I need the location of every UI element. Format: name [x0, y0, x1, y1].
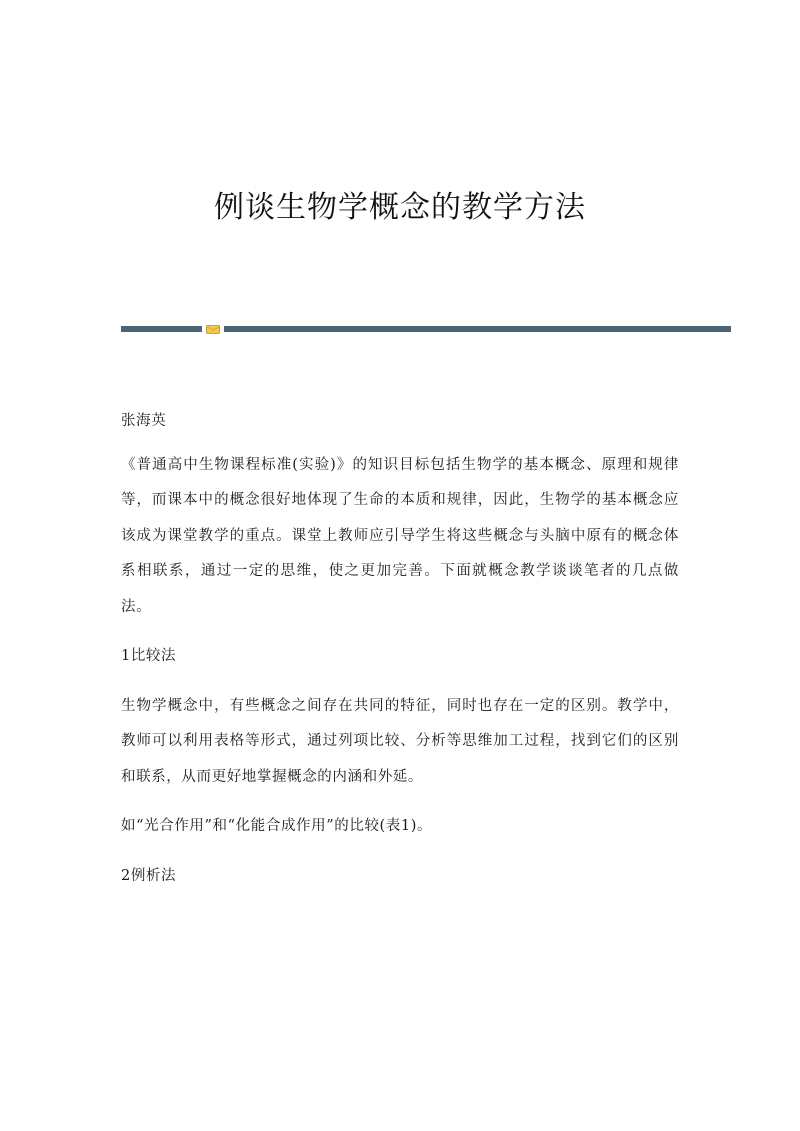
section-2-heading: 2例析法 — [121, 867, 177, 884]
section-1-example: 如“光合作用”和“化能合成作用”的比较(表1)。 — [121, 818, 433, 834]
document-body — [121, 404, 679, 908]
envelope-icon — [206, 325, 220, 334]
title-divider — [121, 325, 731, 333]
envelope-body — [207, 326, 220, 334]
section-1-paragraph: 生物学概念中，有些概念之间存在共同的特征，同时也存在一定的区别。教学中，教师可以利用表格等形式，通过列项比较、分析等思维加工过程，找到它们的区别和联系，从而更好地掌握概念的内涵和外延。 — [121, 697, 679, 785]
intro-paragraph: 《普通高中生物课程标准(实验)》的知识目标包括生物学的基本概念、原理和规律等，而课本中的概念很好地体现了生命的本质和规律，因此，生物学的基本概念应该成为课堂教学的重点。课堂上教师应引导学生将这些概念与头脑中原有的概念体系相联系，通过一定的思维，使之更加完善。下面就概念教学谈谈笔者的几点做法。 — [121, 456, 679, 615]
divider-bar-right — [224, 326, 731, 332]
divider-bar-left — [121, 326, 202, 332]
section-1-heading: 1比较法 — [121, 648, 177, 664]
document-title: 例谈生物学概念的教学方法 — [214, 190, 586, 225]
author-name: 张海英 — [121, 413, 167, 429]
